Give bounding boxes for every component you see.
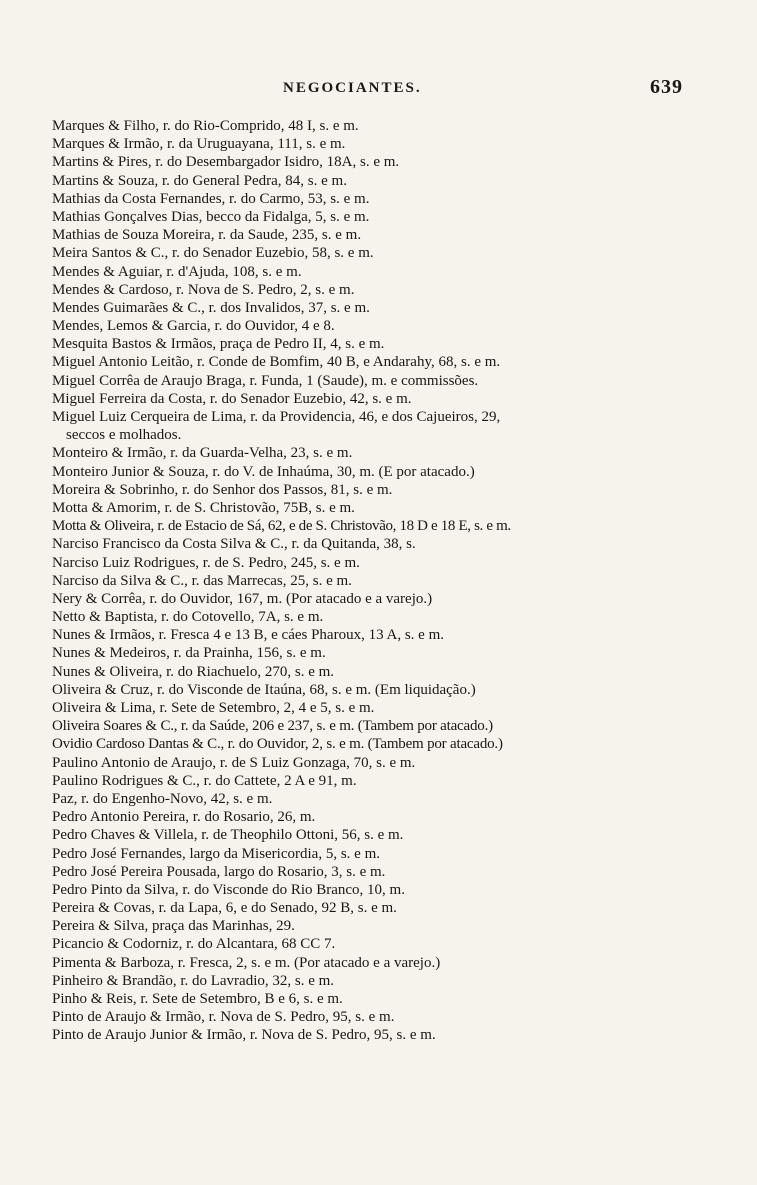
- entry-text: Paulino Rodrigues & C., r. do Cattete, 2 A e 91, m.: [52, 772, 357, 789]
- entry-text: Miguel Corrêa de Araujo Braga, r. Funda, 1 (Saude), m. e commissões.: [52, 372, 479, 389]
- list-item: [52, 790, 732, 808]
- entry-text: Paz, r. do Engenho-Novo, 42, s. e m.: [52, 790, 273, 807]
- list-item: [52, 881, 732, 899]
- entry-text: Pereira & Silva, praça das Marinhas, 29.: [52, 918, 295, 935]
- entry-text: Pedro Antonio Pereira, r. do Rosario, 26, m.: [52, 809, 316, 826]
- list-item: [52, 372, 732, 390]
- entry-text: Picancio & Codorniz, r. do Alcantara, 68 CC 7.: [52, 936, 336, 953]
- list-item: [52, 554, 732, 572]
- entry-text: Pimenta & Barboza, r. Fresca, 2, s. e m. (Por atacado e a varejo.): [52, 954, 441, 971]
- list-item: [52, 263, 732, 281]
- list-item: [52, 699, 732, 717]
- list-item: [52, 317, 732, 335]
- entry-text: Pedro Chaves & Villela, r. de Theophilo Ottoni, 56, s. e m.: [52, 827, 404, 844]
- page-title: NEGOCIANTES.: [283, 80, 422, 96]
- entry-text: Pinho & Reis, r. Sete de Setembro, B e 6, s. e m.: [52, 991, 343, 1008]
- list-item: [52, 808, 732, 826]
- merchant-list: [52, 117, 732, 1045]
- entry-text: Pinto de Araujo & Irmão, r. Nova de S. Pedro, 95, s. e m.: [52, 1009, 395, 1026]
- list-item: [52, 772, 732, 790]
- list-item: [52, 172, 732, 190]
- entry-text: Martins & Pires, r. do Desembargador Isidro, 18A, s. e m.: [52, 154, 400, 171]
- entry-text: Mendes & Cardoso, r. Nova de S. Pedro, 2, s. e m.: [52, 281, 355, 298]
- entry-text: Mathias de Souza Moreira, r. da Saude, 235, s. e m.: [52, 227, 362, 244]
- entry-text: Meira Santos & C., r. do Senador Euzebio, 58, s. e m.: [52, 245, 374, 262]
- entry-text: Nunes & Irmãos, r. Fresca 4 e 13 B, e cáes Pharoux, 13 A, s. e m.: [52, 627, 445, 644]
- entry-text: Netto & Baptista, r. do Cotovello, 7A, s. e m.: [52, 609, 324, 626]
- list-item: [52, 190, 732, 208]
- list-item: [52, 390, 732, 408]
- list-item: [52, 244, 732, 262]
- list-item: [52, 481, 732, 499]
- entry-text: Miguel Ferreira da Costa, r. do Senador Euzebio, 42, s. e m.: [52, 390, 412, 407]
- entry-text: Narciso da Silva & C., r. das Marrecas, 25, s. e m.: [52, 572, 352, 589]
- entry-text: Moreira & Sobrinho, r. do Senhor dos Passos, 81, s. e m.: [52, 481, 393, 498]
- list-item: [52, 226, 732, 244]
- list-item: [52, 735, 732, 753]
- list-item: [52, 845, 732, 863]
- entry-text: Marques & Irmão, r. da Uruguayana, 111, s. e m.: [52, 136, 346, 153]
- list-item: [52, 299, 732, 317]
- entry-text: Pedro Pinto da Silva, r. do Visconde do Rio Branco, 10, m.: [52, 881, 405, 898]
- entry-text: Monteiro & Irmão, r. da Guarda-Velha, 23, s. e m.: [52, 445, 353, 462]
- entry-text: Mendes, Lemos & Garcia, r. do Ouvidor, 4 e 8.: [52, 318, 335, 335]
- list-item: [52, 1026, 732, 1044]
- entry-text: Ovidio Cardoso Dantas & C., r. do Ouvidor, 2, s. e m. (Tambem por atacado.): [52, 736, 503, 753]
- list-item: [52, 863, 732, 881]
- entry-text: Pinto de Araujo Junior & Irmão, r. Nova de S. Pedro, 95, s. e m.: [52, 1027, 436, 1044]
- entry-text: Oliveira & Lima, r. Sete de Setembro, 2, 4 e 5, s. e m.: [52, 700, 375, 717]
- entry-text: Mesquita Bastos & Irmãos, praça de Pedro II, 4, s. e m.: [52, 336, 385, 353]
- entry-text: Oliveira Soares & C., r. da Saúde, 206 e 237, s. e m. (Tambem por atacado.): [52, 718, 493, 735]
- list-item: [52, 826, 732, 844]
- entry-text: Mathias Gonçalves Dias, becco da Fidalga, 5, s. e m.: [52, 208, 370, 225]
- entry-text: Mendes Guimarães & C., r. dos Invalidos, 37, s. e m.: [52, 299, 370, 316]
- list-item: [52, 935, 732, 953]
- entry-text: Nunes & Medeiros, r. da Prainha, 156, s. e m.: [52, 645, 326, 662]
- list-item: [52, 990, 732, 1008]
- list-item: [52, 590, 732, 608]
- list-item: [52, 917, 732, 935]
- entry-text: Nunes & Oliveira, r. do Riachuelo, 270, s. e m.: [52, 663, 335, 680]
- entry-text: Narciso Francisco da Costa Silva & C., r. da Quitanda, 38, s.: [52, 536, 416, 553]
- list-item: [52, 681, 732, 699]
- list-item: [52, 899, 732, 917]
- list-item: [52, 608, 732, 626]
- entry-text: Pereira & Covas, r. da Lapa, 6, e do Senado, 92 B, s. e m.: [52, 900, 397, 917]
- entry-text: Miguel Antonio Leitão, r. Conde de Bomfim, 40 B, e Andarahy, 68, s. e m.: [52, 354, 501, 371]
- list-item: [52, 408, 732, 444]
- entry-continuation: seccos e molhados.: [66, 427, 182, 444]
- list-item: [52, 972, 732, 990]
- entry-text: Motta & Amorim, r. de S. Christovão, 75B, s. e m.: [52, 499, 355, 516]
- list-item: [52, 444, 732, 462]
- list-item: [52, 117, 732, 135]
- list-item: [52, 135, 732, 153]
- entry-text: Mendes & Aguiar, r. d'Ajuda, 108, s. e m.: [52, 263, 302, 280]
- list-item: [52, 663, 732, 681]
- list-item: [52, 335, 732, 353]
- list-item: [52, 644, 732, 662]
- entry-text: Oliveira & Cruz, r. do Visconde de Itaúna, 68, s. e m. (Em liquidação.): [52, 681, 476, 698]
- entry-text: Miguel Luiz Cerqueira de Lima, r. da Providencia, 46, e dos Cajueiros, 29,: [52, 409, 501, 425]
- entry-text: Paulino Antonio de Araujo, r. de S Luiz Gonzaga, 70, s. e m.: [52, 754, 416, 771]
- entry-text: Marques & Filho, r. do Rio-Comprido, 48 I, s. e m.: [52, 118, 359, 134]
- list-item: [52, 754, 732, 772]
- list-item: [52, 463, 732, 481]
- entry-text: Pinheiro & Brandão, r. do Lavradio, 32, s. e m.: [52, 972, 335, 989]
- entry-text: Mathias da Costa Fernandes, r. do Carmo, 53, s. e m.: [52, 190, 370, 207]
- entry-text: Narciso Luiz Rodrigues, r. de S. Pedro, 245, s. e m.: [52, 554, 360, 571]
- list-item: [52, 153, 732, 171]
- page-number: 639: [650, 76, 683, 98]
- entry-text: Martins & Souza, r. do General Pedra, 84, s. e m.: [52, 172, 347, 189]
- list-item: [52, 499, 732, 517]
- entry-text: Monteiro Junior & Souza, r. do V. de Inhaúma, 30, m. (E por atacado.): [52, 463, 475, 480]
- list-item: [52, 208, 732, 226]
- entry-text: Pedro José Fernandes, largo da Misericordia, 5, s. e m.: [52, 845, 380, 862]
- list-item: [52, 281, 732, 299]
- list-item: [52, 626, 732, 644]
- list-item: [52, 1008, 732, 1026]
- entry-text: Pedro José Pereira Pousada, largo do Rosario, 3, s. e m.: [52, 863, 386, 880]
- list-item: [52, 572, 732, 590]
- entry-text: Motta & Oliveira, r. de Estacio de Sá, 62, e de S. Christovão, 18 D e 18 E, s. e m.: [52, 518, 511, 535]
- list-item: [52, 353, 732, 371]
- list-item: [52, 535, 732, 553]
- entry-text: Nery & Corrêa, r. do Ouvidor, 167, m. (Por atacado e a varejo.): [52, 590, 433, 607]
- list-item: [52, 517, 732, 535]
- list-item: [52, 717, 732, 735]
- list-item: [52, 954, 732, 972]
